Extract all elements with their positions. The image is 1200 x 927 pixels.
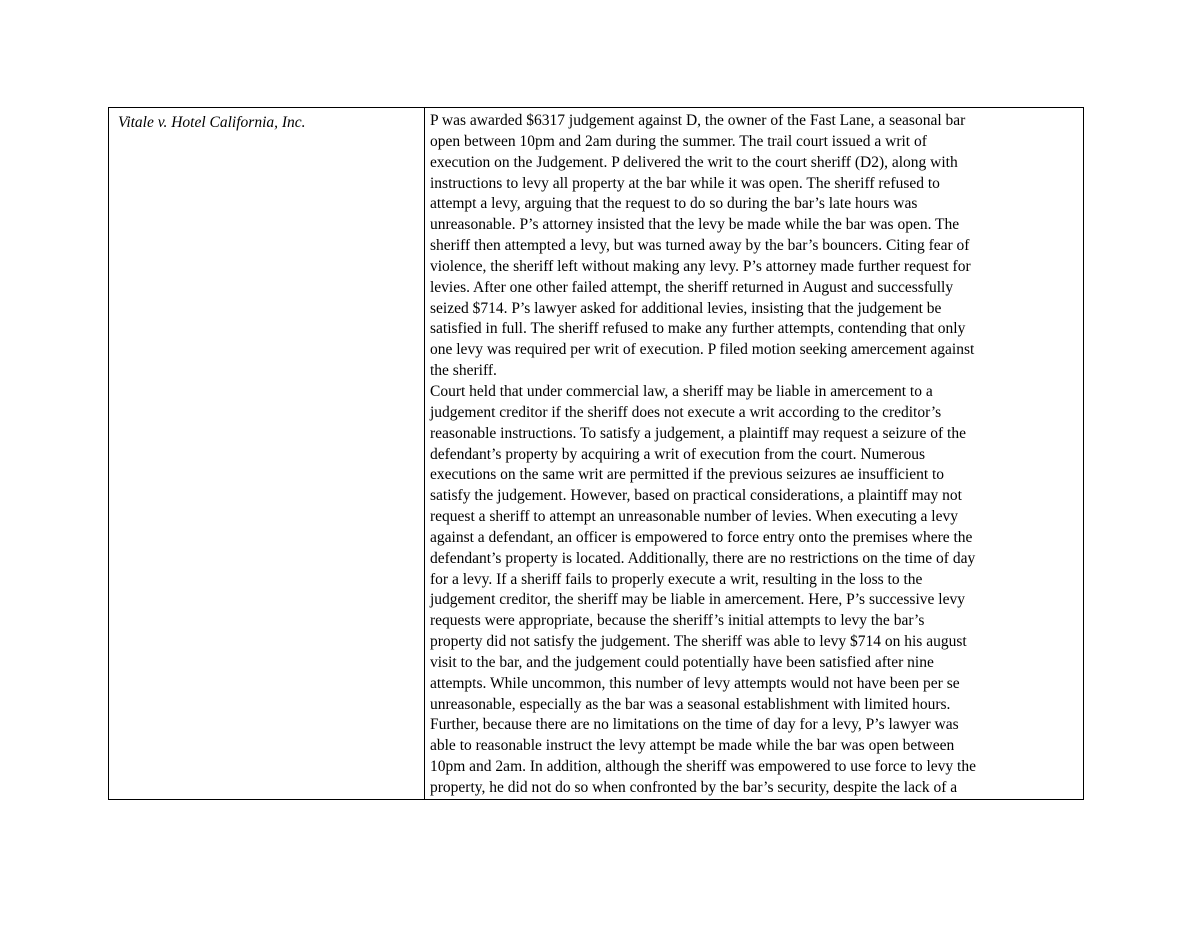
holding-line: defendant’s property is located. Additionally, there are no restrictions on the time of day [430,549,976,567]
holding-line: requests were appropriate, because the sheriff’s initial attempts to levy the bar’s [430,612,925,630]
case-name: Vitale v. Hotel California, Inc. [118,114,306,131]
facts-line: instructions to levy all property at the bar while it was open. The sheriff refused to [430,174,940,192]
holding-line: against a defendant, an officer is empowered to force entry onto the premises where the [430,528,973,546]
holding-line: Further, because there are no limitations on the time of day for a levy, P’s lawyer was [430,716,959,734]
holding-line: property, he did not do so when confronted by the bar’s security, despite the lack of a [430,779,958,796]
facts-line: satisfied in full. The sheriff refused to make any further attempts, contending that only [430,320,966,338]
facts-line: attempt a levy, arguing that the request to do so during the bar’s late hours was [430,195,918,213]
facts-line: unreasonable. P’s attorney insisted that the levy be made while the bar was open. The [430,216,960,234]
holding-line: executions on the same writ are permitted if the previous seizures ae insufficient to [430,466,945,484]
facts-line: levies. After one other failed attempt, the sheriff returned in August and successfully [430,278,954,296]
holding-line: visit to the bar, and the judgement could potentially have been satisfied after nine [430,653,934,671]
facts-line: seized $714. P’s lawyer asked for additional levies, insisting that the judgement be [430,299,942,317]
holding-line: 10pm and 2am. In addition, although the sheriff was empowered to use force to levy the [430,758,976,776]
facts-line: violence, the sheriff left without making any levy. P’s attorney made further request for [430,257,971,275]
holding-line: reasonable instructions. To satisfy a judgement, a plaintiff may request a seizure of the [430,424,966,442]
holding-line: request a sheriff to attempt an unreasonable number of levies. When executing a levy [430,508,958,526]
holding-line: able to reasonable instruct the levy attempt be made while the bar was open between [430,737,955,755]
holding-line: attempts. While uncommon, this number of levy attempts would not have been per se [430,674,960,692]
holding-line: defendant’s property by acquiring a writ of execution from the court. Numerous [430,445,925,463]
holding-paragraph [430,382,1075,799]
facts-line: the sheriff. [430,362,497,380]
facts-line: execution on the Judgement. P delivered the writ to the court sheriff (D2), along with [430,153,958,171]
holding-line: unreasonable, especially as the bar was a seasonal establishment with limited hours. [430,695,951,713]
facts-line: one levy was required per writ of execution. P filed motion seeking amercement against [430,341,975,359]
holding-line: for a levy. If a sheriff fails to properly execute a writ, resulting in the loss to the [430,570,923,588]
case-name-cell [109,108,425,799]
holding-line: Court held that under commercial law, a sheriff may be liable in amercement to a [430,382,933,400]
holding-line: property did not satisfy the judgement. The sheriff was able to levy $714 on his august [430,633,967,651]
case-brief-table [108,107,1084,800]
holding-line: judgement creditor if the sheriff does not execute a writ according to the creditor’s [430,403,942,421]
holding-line: satisfy the judgement. However, based on practical considerations, a plaintiff may not [430,487,962,505]
facts-paragraph [430,111,1075,382]
facts-line: sheriff then attempted a levy, but was turned away by the bar’s bouncers. Citing fear of [430,237,970,255]
case-summary-cell [425,108,1083,799]
facts-line: open between 10pm and 2am during the summer. The trail court issued a writ of [430,132,927,150]
holding-line: judgement creditor, the sheriff may be liable in amercement. Here, P’s successive levy [430,591,965,609]
facts-line: P was awarded $6317 judgement against D, the owner of the Fast Lane, a seasonal bar [430,112,966,129]
